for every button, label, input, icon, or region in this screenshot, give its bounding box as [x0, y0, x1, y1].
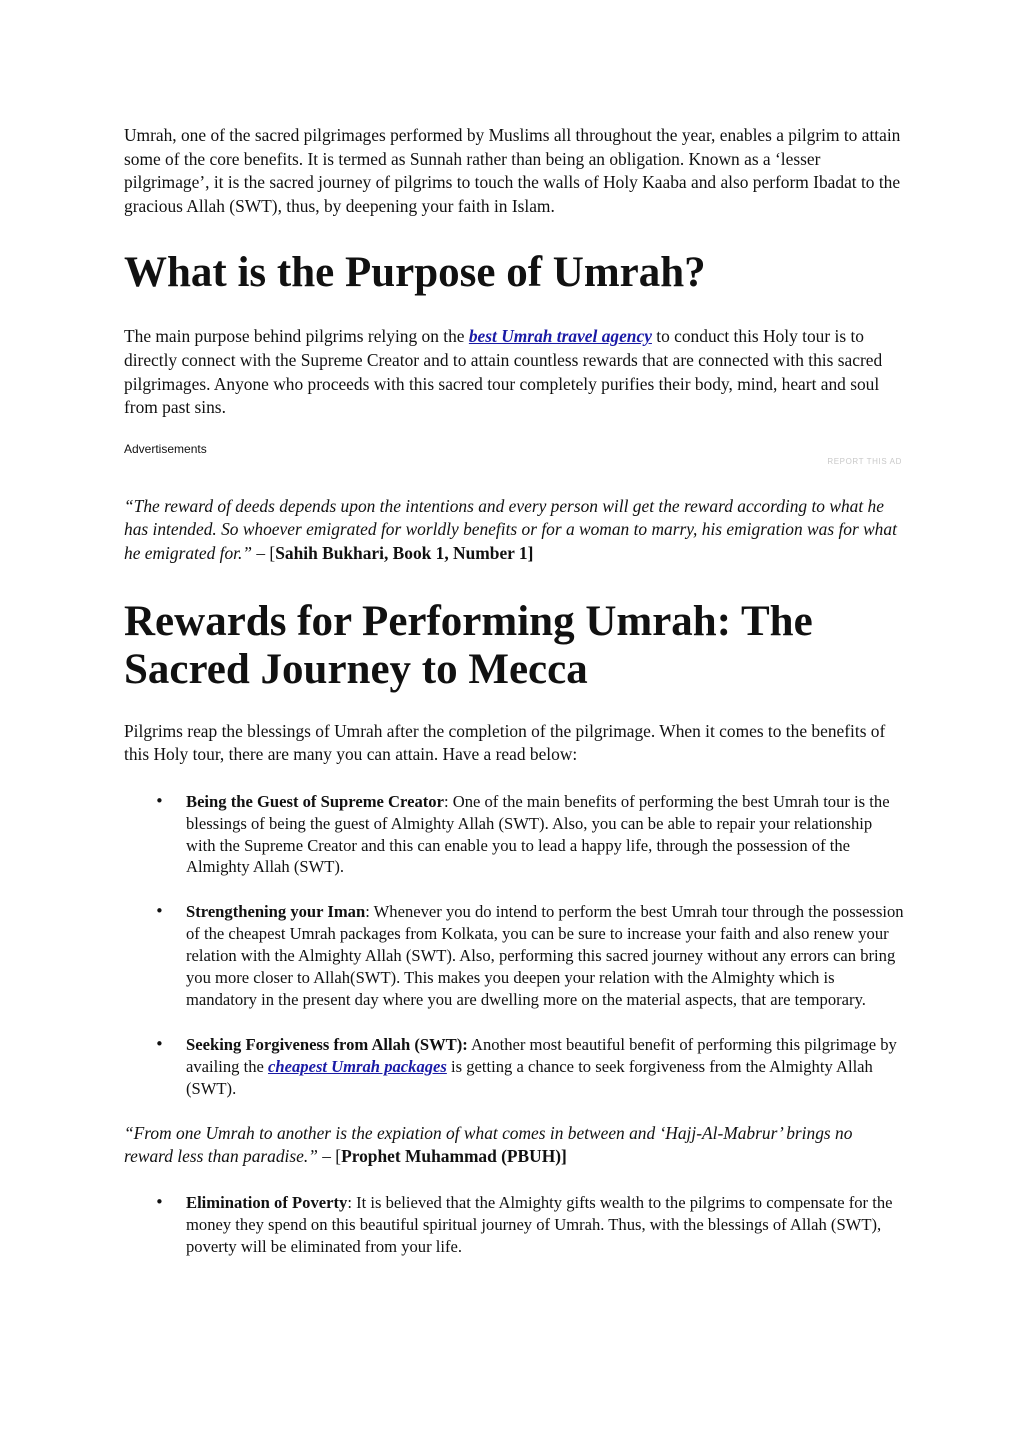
prophet-quote-dash: – [: [317, 1146, 342, 1167]
benefit-text-before: Another most beautiful benefit of performing this pilgrimage by availing the: [186, 1034, 897, 1076]
list-item: [124, 791, 904, 879]
rewards-heading: Rewards for Performing Umrah: The Sacred Journey to Mecca: [124, 597, 813, 693]
prophet-quote: [124, 1122, 904, 1169]
prophet-quote-source: Prophet Muhammad (PBUH)]: [341, 1146, 567, 1167]
bullet-icon: •: [155, 791, 164, 810]
benefit-title: Being the Guest of Supreme Creator: [186, 791, 444, 811]
benefit-text: : One of the main benefits of performing the best Umrah tour is the blessings of being the guest of Almighty Allah (SWT). Also, you can be able to repair your relationship with the Supreme Creator and this can enable you to lead a happy life, through the possession of the Almighty Allah (SWT).: [186, 791, 890, 877]
purpose-paragraph: [124, 325, 904, 419]
prophet-quote-text: “From one Umrah to another is the expiation of what comes in between and ‘Hajj-Al-Mabrur’ brings no reward less than paradise.”: [124, 1122, 853, 1167]
hadith-quote: [124, 495, 904, 566]
benefit-text-after: is getting a chance to seek forgiveness from the Almighty Allah (SWT).: [186, 1056, 873, 1098]
purpose-text-before: The main purpose behind pilgrims relying on the: [124, 326, 469, 347]
benefits-list-2: [124, 1192, 904, 1258]
report-ad-link[interactable]: REPORT THIS AD: [827, 456, 902, 466]
bullet-icon: •: [155, 1034, 164, 1053]
benefit-title: Strengthening your Iman: [186, 902, 366, 922]
bullet-icon: •: [155, 1192, 164, 1211]
list-item: [124, 1192, 904, 1258]
benefit-title: Seeking Forgiveness from Allah (SWT):: [186, 1034, 468, 1054]
hadith-quote-dash: – [: [252, 542, 276, 563]
benefit-title: Elimination of Poverty: [186, 1192, 348, 1212]
hadith-quote-text: “The reward of deeds depends upon the intentions and every person will get the reward according to what he has intended. So whoever emigrated for worldly benefits or for a woman to marry, his emigration was for what he emigrated for.”: [124, 495, 897, 563]
purpose-text-after: to conduct this Holy tour is to directly connect with the Supreme Creator and to attain countless rewards that are connected with this sacred pilgrimages. Anyone who proceeds with this sacred tour completely purifies their body, mind, heart and soul from past sins.: [124, 326, 883, 418]
benefit-text: : It is believed that the Almighty gifts wealth to the pilgrims to compensate for the money they spend on this beautiful spiritual journey of Umrah. Thus, with the blessings of Allah (SWT), poverty will be eliminated from your life.: [186, 1192, 893, 1256]
list-item: [124, 1034, 904, 1100]
list-item: [124, 901, 904, 1011]
purpose-heading: What is the Purpose of Umrah?: [124, 249, 706, 297]
rewards-intro: Pilgrims reap the blessings of Umrah after the completion of the pilgrimage. When it comes to the benefits of this Holy tour, there are many you can attain. Have a read below:: [124, 720, 886, 765]
intro-paragraph: Umrah, one of the sacred pilgrimages performed by Muslims all throughout the year, enables a pilgrim to attain some of the core benefits. It is termed as Sunnah rather than being an obligation. Known as a ‘lesser pilgrimage’, it is the sacred journey of pilgrims to touch the walls of Holy Kaaba and also perform Ibadat to the gracious Allah (SWT), thus, by deepening your faith in Islam.: [124, 125, 901, 216]
best-umrah-travel-agency-link[interactable]: best Umrah travel agency: [468, 326, 652, 347]
cheapest-umrah-packages-link[interactable]: cheapest Umrah packages: [268, 1056, 447, 1076]
benefit-text: : Whenever you do intend to perform the best Umrah tour through the possession of the cheapest Umrah packages from Kolkata, you can be sure to increase your faith and also renew your relation with the Almighty Allah (SWT). Also, performing this sacred journey without any errors can bring you more closer to Allah(SWT). This makes you deepen your relation with the Almighty which is mandatory in the present day where you are dwelling more on the material aspects, that are temporary.: [186, 902, 904, 1009]
bullet-icon: •: [155, 902, 164, 921]
hadith-quote-source: Sahih Bukhari, Book 1, Number 1]: [275, 542, 534, 563]
article: [124, 124, 904, 1281]
benefits-list: [124, 791, 904, 1100]
advertisements-label: Advertisements: [124, 441, 207, 456]
